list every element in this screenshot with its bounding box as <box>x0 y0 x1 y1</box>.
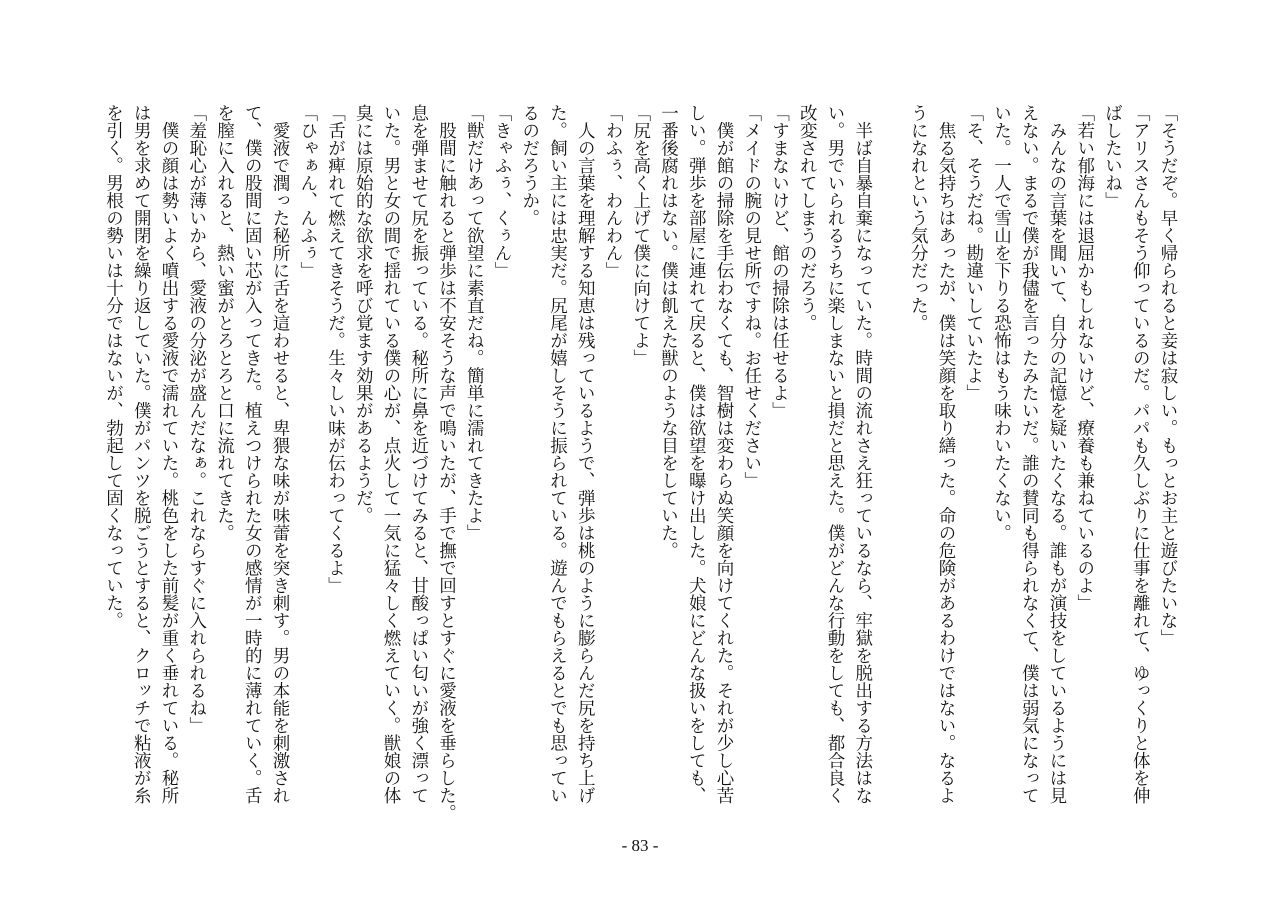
text-line: 「アリスさんもそう仰っているのだ。パパも久しぶりに仕事を離れて、ゆっくりと体を伸 <box>1130 104 1151 804</box>
text-line: を引く。男根の勢いは十分ではないが、勃起して固くなっていた。 <box>103 104 124 629</box>
text-line: 「舌が痺れて燃えてきそうだ。生々しい味が伝わってくるよ」 <box>325 104 346 594</box>
text-line: ばしたいね」 <box>1102 104 1123 209</box>
text-line: るのだろうか。 <box>519 104 540 227</box>
text-line: を膣に入れると、熱い蜜がとろとろと口に流れてきた。 <box>214 104 235 542</box>
text-line: 「獣だけあって欲望に素直だね。簡単に濡れてきたよ」 <box>464 104 485 542</box>
text-line: た。飼い主には忠実だ。尻尾が嬉しそうに振られている。遊んでもらえるとでも思ってい <box>547 104 568 804</box>
text-line: 愛液で潤った秘所に舌を這わせると、卑猥な味が味蕾を突き刺す。男の本能を刺激され <box>270 104 290 804</box>
text-line: いた。男と女の間で揺れている僕の心が、点火して一気に猛々しく燃えていく。獣娘の体 <box>381 104 401 804</box>
text-line: て、僕の股間に固い芯が入ってきた。植えつけられた女の感情が一時的に薄れていく。舌 <box>242 104 263 804</box>
text-line: 臭には原始的な欲求を呼び覚ます効果があるようだ。 <box>353 104 374 524</box>
text-line: 股間に触れると弾歩は不安そうな声で鳴いたが、手で撫で回すとすぐに愛液を垂らした。 <box>436 104 457 822</box>
text-line: しい。弾歩を部屋に連れて戻ると、僕は欲望を曝け出した。犬娘にどんな扱いをしても、 <box>686 104 707 804</box>
text-line: 息を弾ませて尻を振っている。秘所に鼻を近づけてみると、甘酸っぱい匂いが強く漂って <box>408 104 429 804</box>
text-line: 「メイドの腕の見せ所ですね。お任せください」 <box>741 104 762 489</box>
text-line: えない。まるで僕が我儘を言ったみたいだ。誰の賛同も得られなくて、僕は弱気になって <box>1019 104 1040 804</box>
text-line: みんなの言葉を聞いて、自分の記憶を疑いたくなる。誰もが演技をしているようには見 <box>1047 104 1067 804</box>
text-line: いた。一人で雪山を下りる恐怖はもう味わいたくない。 <box>991 104 1012 542</box>
body-text <box>99 104 1181 822</box>
text-line: 焦る気持ちはあったが、僕は笑顔を取り繕った。命の危険があるわけではない。なるよ <box>936 104 956 804</box>
text-line: 「ひゃぁん、んふぅ」 <box>297 104 318 279</box>
text-line: 「尻を高く上げて僕に向けてよ」 <box>630 104 651 367</box>
text-line: は男を求めて開閉を繰り返していた。僕がパンツを脱ごうとすると、クロッチで粘液が糸 <box>131 104 152 804</box>
text-line: い。男でいられるうちに楽しまないと損だと思えた。僕がどんな行動をしても、都合良く <box>825 104 845 804</box>
text-line: 「そ、そうだね。勘違いしていたよ」 <box>963 104 984 402</box>
blank-line <box>876 104 904 816</box>
page-number: - 83 - <box>621 836 659 855</box>
text-line: 改変されてしまうのだろう。 <box>797 104 818 332</box>
text-line: 人の言葉を理解する知恵は残っているようで、弾歩は桃のように膨らんだ尻を持ち上げ <box>575 104 596 804</box>
text-line: うになれという気分だった。 <box>908 104 929 332</box>
text-line: 「きゃふぅ、くぅん」 <box>492 104 512 279</box>
text-line: 「羞恥心が薄いから、愛液の分泌が盛んだなぁ。これならすぐに入れられるね」 <box>186 104 207 734</box>
text-line: 半ば自暴自棄になっていた。時間の流れさえ狂っているなら、牢獄を脱出する方法はな <box>852 104 873 804</box>
text-line: 「すまないけど、館の掃除は任せるよ」 <box>769 104 790 419</box>
text-line: 僕の顔は勢いよく噴出する愛液で濡れていた。桃色をした前髪が重く垂れている。秘所 <box>159 104 179 804</box>
text-line: 「そうだぞ。早く帰られると妾は寂しい。もっとお主と遊びたいな」 <box>1158 104 1178 647</box>
text-line: 「わふぅ、わんわん」 <box>603 104 623 279</box>
text-line: 「若い郁海には退屈かもしれないけど、療養も兼ねているのよ」 <box>1074 104 1095 612</box>
text-line: 僕が館の掃除を手伝わなくても、智樹は変わらぬ笑顔を向けてくれた。それが少し心苦 <box>714 104 734 804</box>
text-line: 一番後腐れはない。僕は飢えた獣のような目をしていた。 <box>658 104 679 559</box>
